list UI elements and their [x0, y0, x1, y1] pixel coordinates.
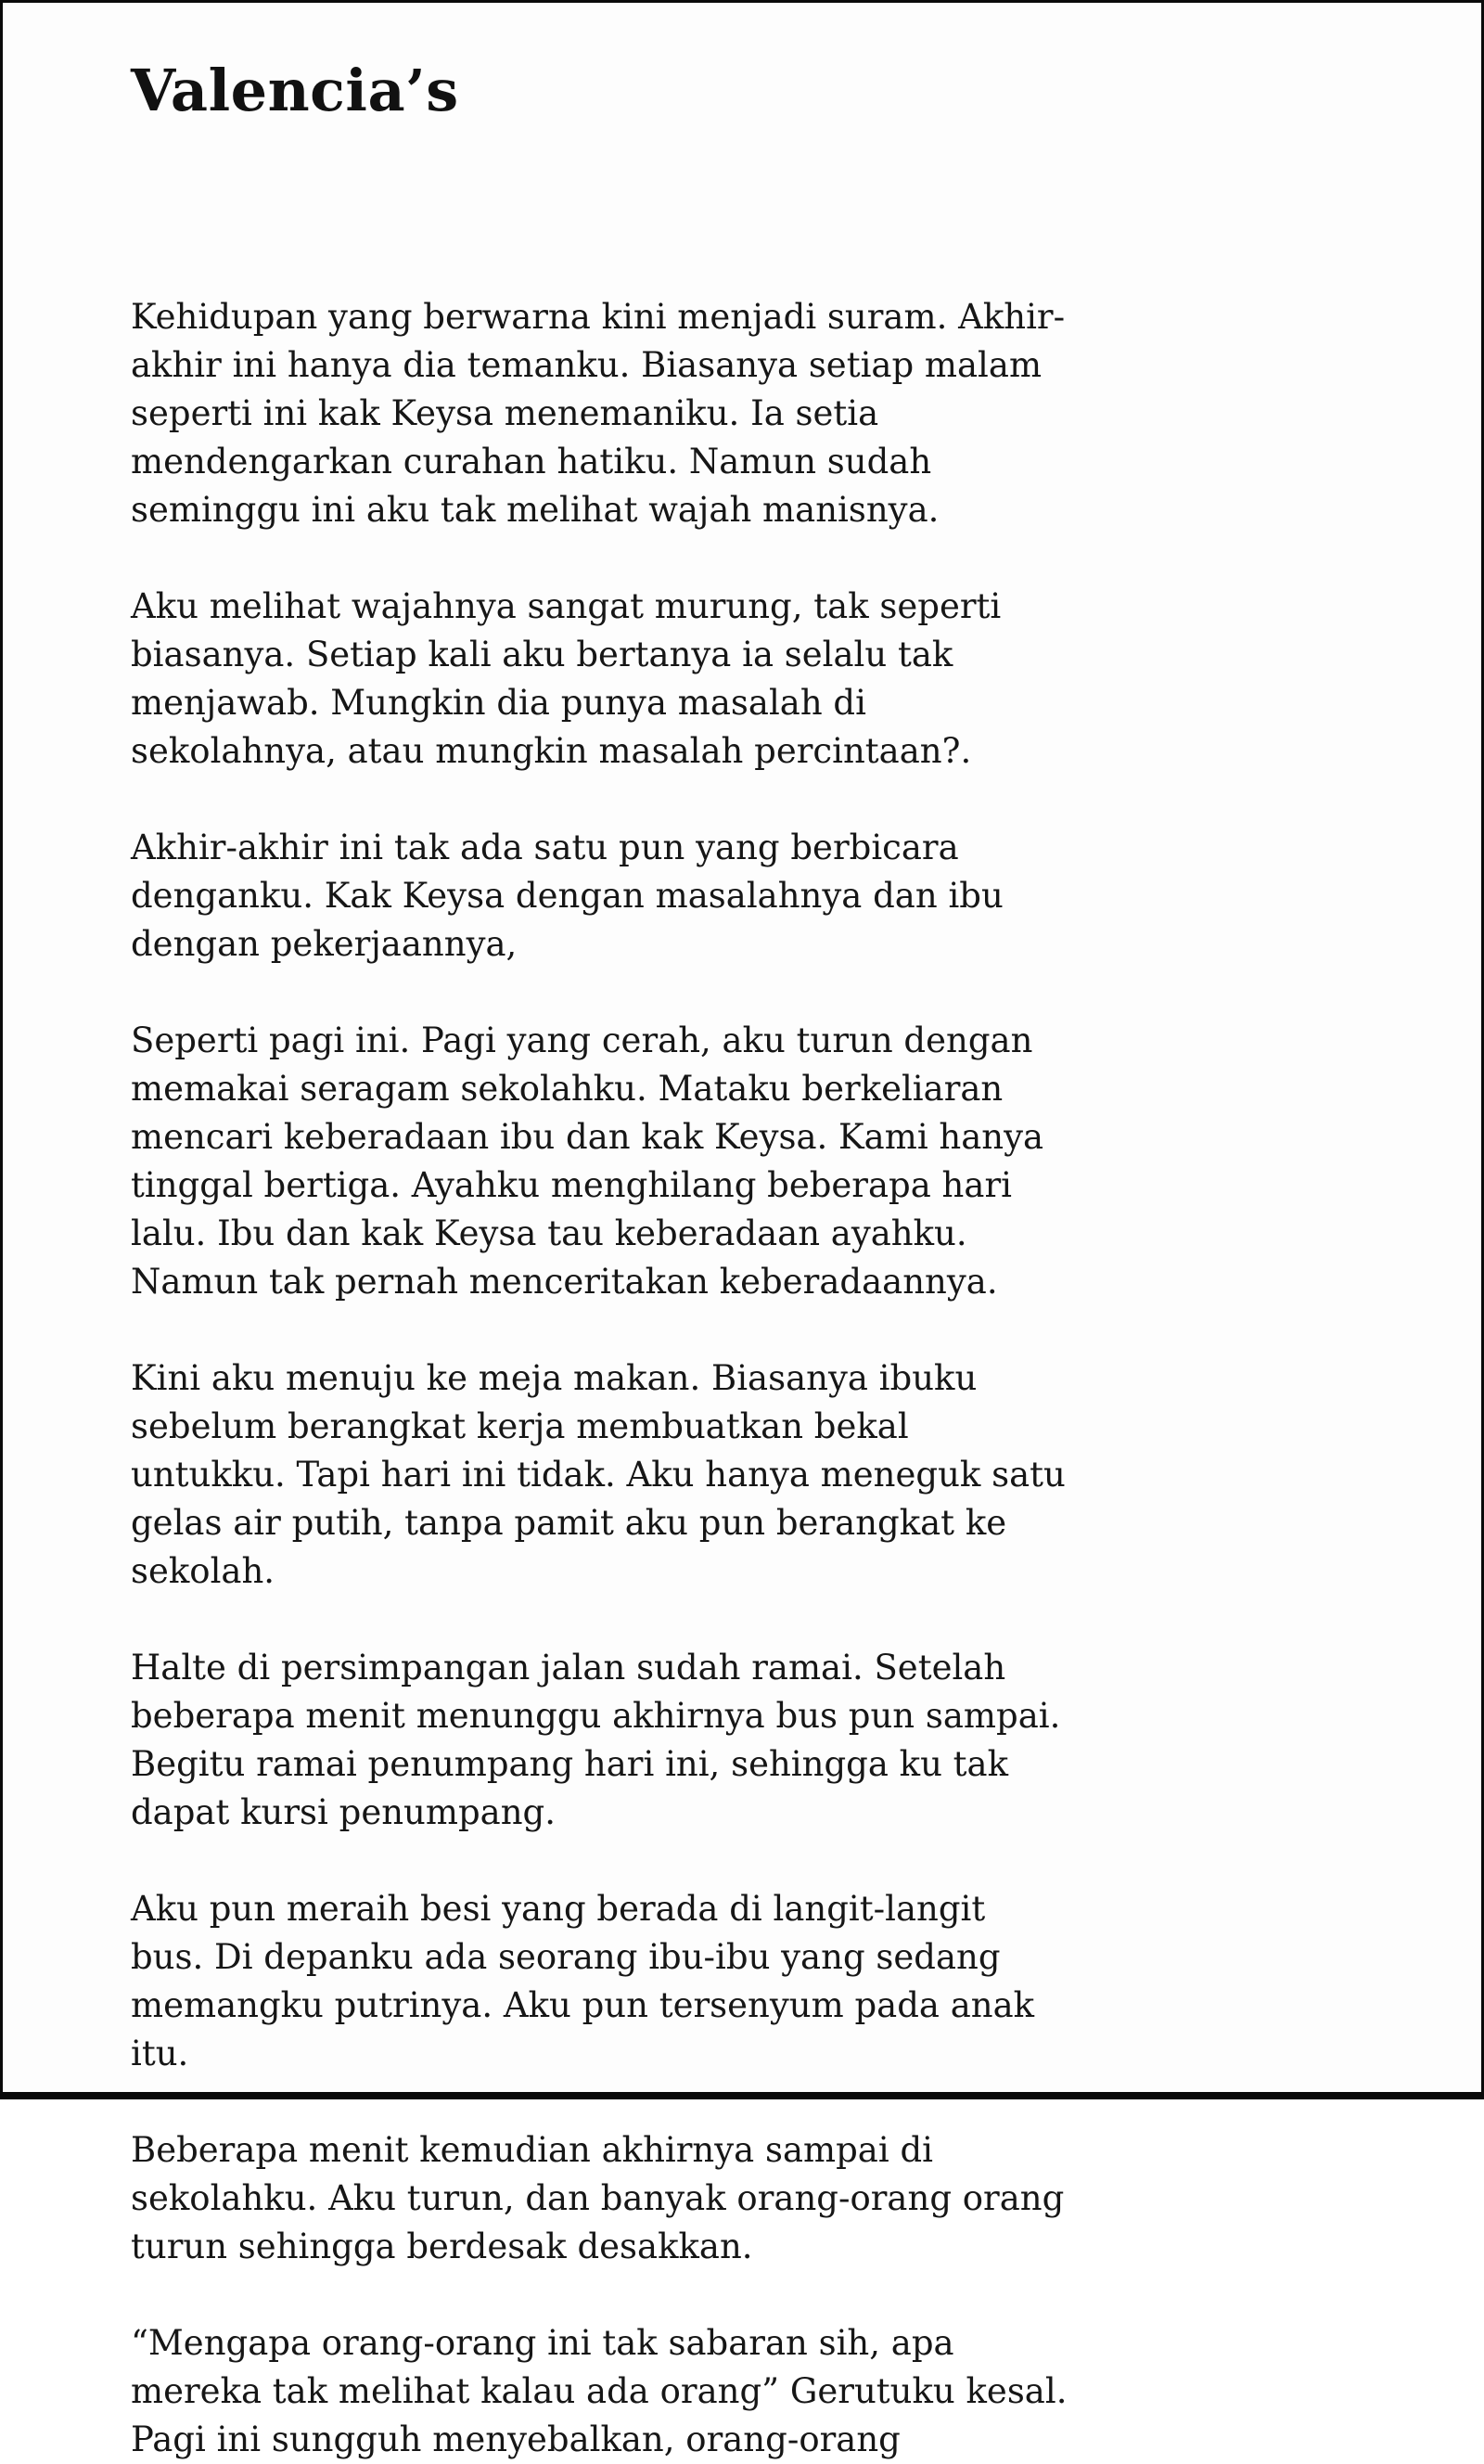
paragraph: Aku melihat wajahnya sangat murung, tak seperti biasanya. Setiap kali aku bertanya ia selalu tak menjawab. Mungkin dia punya masalah di sekolahnya, atau mungkin masalah percintaan?. — [131, 586, 1002, 771]
document-body — [131, 293, 1068, 2464]
document-title: Valencia’s — [131, 57, 459, 124]
paragraph: Kini aku menuju ke meja makan. Biasanya ibuku sebelum berangkat kerja membuatkan bekal untukku. Tapi hari ini tidak. Aku hanya meneguk satu gelas air putih, tanpa pamit aku pun berangkat ke sekolah. — [131, 1358, 1066, 1591]
paragraph: Aku pun meraih besi yang berada di langit-langit bus. Di depanku ada seorang ibu-ibu yang sedang memangku putrinya. Aku pun tersenyum pada anak itu. — [131, 1889, 1035, 2073]
paragraph: Kehidupan yang berwarna kini menjadi suram. Akhir-akhir ini hanya dia temanku. Biasanya setiap malam seperti ini kak Keysa menemaniku. Ia setia mendengarkan curahan hatiku. Namun sudah seminggu ini aku tak melihat wajah manisnya. — [131, 297, 1066, 530]
paragraph: Beberapa menit kemudian akhirnya sampai di sekolahku. Aku turun, dan banyak orang-orang orang turun sehingga berdesak desakkan. — [131, 2130, 1065, 2266]
paragraph: Seperti pagi ini. Pagi yang cerah, aku turun dengan memakai seragam sekolahku. Mataku berkeliaran mencari keberadaan ibu dan kak Keysa. Kami hanya tinggal bertiga. Ayahku menghilang beberapa hari lalu. Ibu dan kak Keysa tau keberadaan ayahku. Namun tak pernah menceritakan keberadaannya. — [131, 1020, 1044, 1302]
paragraph: “Mengapa orang-orang ini tak sabaran sih, apa mereka tak melihat kalau ada orang” Gerutuku kesal. Pagi ini sungguh menyebalkan, orang-orang — [131, 2323, 1068, 2459]
paragraph: Halte di persimpangan jalan sudah ramai. Setelah beberapa menit menunggu akhirnya bus pun sampai. Begitu ramai penumpang hari ini, sehingga ku tak dapat kursi penumpang. — [131, 1648, 1061, 1832]
paragraph: Akhir-akhir ini tak ada satu pun yang berbicara denganku. Kak Keysa dengan masalahnya dan ibu dengan pekerjaannya, — [131, 828, 1004, 964]
document-content — [3, 3, 1481, 2464]
